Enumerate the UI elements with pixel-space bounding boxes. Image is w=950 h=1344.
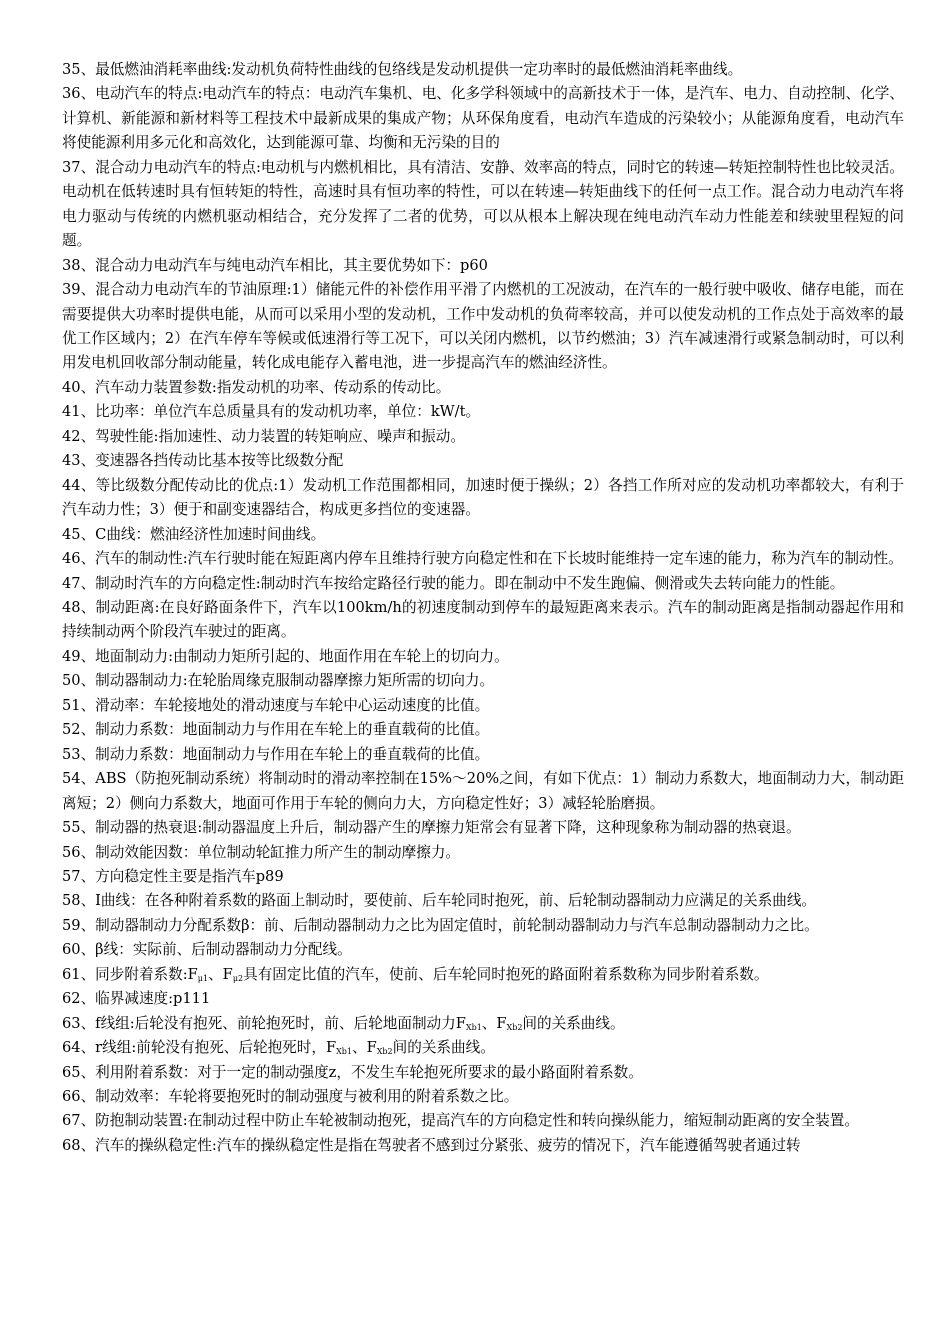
entry-49: 49、地面制动力:由制动力矩所引起的、地面作用在车轮上的切向力。 — [62, 647, 509, 665]
subscript-mu2: μ2 — [232, 973, 244, 983]
entry-39: 39、混合动力电动汽车的节油原理:1）储能元件的补偿作用平滑了内燃机的工况波动，在汽车的一般行驶中吸收、储存电能，而在需要提供大功率时提供电能，从而可以采用小型的发动机，工作中发动机的负荷率较高，并可以使发动机的工作点处于高效率的最优工作区域内；2）在汽车停车等候或低速滑行等工况下，可以关闭内燃机，以节约燃油；3）汽车减速滑行或紧急制动时，可以利用发电机回收部分制动能量，转化成电能存入蓄电池，进一步提高汽车的燃油经济性。 — [62, 281, 904, 372]
entry-48: 48、制动距离:在良好路面条件下，汽车以100km/h的初速度制动到停车的最短距离来表示。汽车的制动距离是指制动器起作用和持续制动两个阶段汽车驶过的距离。 — [62, 598, 904, 641]
entry-42: 42、驾驶性能:指加速性、动力装置的转矩响应、噪声和振动。 — [62, 427, 465, 445]
entry-45: 45、C曲线：燃油经济性加速时间曲线。 — [62, 525, 326, 543]
entry-63-text: 63、f线组:后轮没有抱死、前轮抱死时，前、后轮地面制动力F — [62, 1014, 466, 1032]
entry-57: 57、方向稳定性主要是指汽车p89 — [62, 867, 284, 885]
entry-59: 59、制动器制动力分配系数β：前、后制动器制动力之比为固定值时，前轮制动器制动力与汽车总制动器制动力之比。 — [62, 916, 819, 934]
entry-37: 37、混合动力电动汽车的特点:电动机与内燃机相比，具有清洁、安静、效率高的特点，同时它的转速—转矩控制特性也比较灵活。电动机在低转速时具有恒转矩的特性，高速时具有恒功率的特性，可以在转速—转矩曲线下的任何一点工作。混合动力电动汽车将电力驱动与传统的内燃机驱动相结合，充分发挥了二者的优势，可以从根本上解决现在纯电动汽车动力性能差和续驶里程短的问题。 — [62, 158, 904, 250]
document-page — [62, 58, 904, 1158]
entry-56: 56、制动效能因数：单位制动轮缸推力所产生的制动摩擦力。 — [62, 843, 461, 861]
entry-46: 46、汽车的制动性:汽车行驶时能在短距离内停车且维持行驶方向稳定性和在下长坡时能维持一定车速的能力，称为汽车的制动性。 — [62, 550, 903, 568]
subscript-mu1: μ1 — [197, 973, 209, 983]
subscript-xb1: Xb1 — [336, 1047, 352, 1057]
entry-58: 58、I曲线：在各种附着系数的路面上制动时，要使前、后车轮同时抱死，前、后轮制动器制动力应满足的关系曲线。 — [62, 892, 817, 910]
entry-60: 60、β线：实际前、后制动器制动力分配线。 — [62, 941, 352, 959]
entry-41: 41、比功率：单位汽车总质量具有的发动机功率，单位：kW/t。 — [62, 403, 481, 421]
entry-40: 40、汽车动力装置参数:指发动机的功率、传动系的传动比。 — [62, 378, 451, 396]
entry-47: 47、制动时汽车的方向稳定性:制动时汽车按给定路径行驶的能力。即在制动中不发生跑偏、侧滑或失去转向能力的性能。 — [62, 574, 845, 592]
subscript-xb2: Xb2 — [376, 1047, 393, 1057]
entry-51: 51、滑动率：车轮接地处的滑动速度与车轮中心运动速度的比值。 — [62, 696, 490, 714]
entry-63-text: 、F — [481, 1014, 507, 1032]
subscript-xb2: Xb2 — [506, 1022, 523, 1032]
entry-61-text: 61、同步附着系数:F — [62, 965, 198, 983]
entry-44: 44、等比级数分配传动比的优点:1）发动机工作范围都相同，加速时便于操纵；2）各挡工作所对应的发动机功率都较大，有利于汽车动力性；3）便于和副变速器结合，构成更多挡位的变速器。 — [62, 476, 904, 519]
entry-67: 67、防抱制动装置:在制动过程中防止车轮被制动抱死，提高汽车的方向稳定性和转向操纵能力，缩短制动距离的安全装置。 — [62, 1112, 859, 1130]
entry-68: 68、汽车的操纵稳定性:汽车的操纵稳定性是指在驾驶者不感到过分紧张、疲劳的情况下，汽车能遵循驾驶者通过转 — [62, 1136, 801, 1154]
entry-35: 35、最低燃油消耗率曲线:发动机负荷特性曲线的包络线是发动机提供一定功率时的最低燃油消耗率曲线。 — [62, 61, 743, 78]
entry-66: 66、制动效率：车轮将要抱死时的制动强度与被利用的附着系数之比。 — [62, 1088, 519, 1106]
entry-63-text: 间的关系曲线。 — [522, 1014, 625, 1032]
entry-36: 36、电动汽车的特点:电动汽车的特点：电动汽车集机、电、化多学科领域中的高新技术于一体，是汽车、电力、自动控制、化学、计算机、新能源和新材料等工程技术中最新成果的集成产物；从环保角度看，电动汽车造成的污染较小；从能源角度看，电动汽车将使能源利用多元化和高效化，达到能源可靠、均衡和无污染的目的 — [62, 85, 904, 152]
subscript-xb1: Xb1 — [465, 1022, 482, 1032]
entry-61-text: 、F — [208, 965, 233, 983]
entry-52: 52、制动力系数：地面制动力与作用在车轮上的垂直载荷的比值。 — [62, 721, 490, 739]
entry-62: 62、临界减速度:p111 — [62, 990, 211, 1008]
entry-54: 54、ABS（防抱死制动系统）将制动时的滑动率控制在15%～20%之间，有如下优点：1）制动力系数大，地面制动力大，制动距离短；2）侧向力系数大，地面可作用于车轮的侧向力大，方向稳定性好；3）减轻轮胎磨损。 — [62, 770, 904, 812]
entry-64-text: 间的关系曲线。 — [392, 1039, 495, 1057]
entry-38: 38、混合动力电动汽车与纯电动汽车相比，其主要优势如下：p60 — [62, 256, 488, 274]
entry-53: 53、制动力系数：地面制动力与作用在车轮上的垂直载荷的比值。 — [62, 745, 490, 763]
entry-61-text: 具有固定比值的汽车，使前、后车轮同时抱死的路面附着系数称为同步附着系数。 — [243, 965, 769, 983]
entry-63 — [62, 1012, 904, 1036]
entry-64 — [62, 1036, 904, 1060]
entry-61 — [62, 963, 904, 987]
entry-43: 43、变速器各挡传动比基本按等比级数分配 — [62, 452, 344, 470]
entry-64-text: 、F — [352, 1039, 377, 1057]
entry-65: 65、利用附着系数：对于一定的制动强度z，不发生车轮抱死所要求的最小路面附着系数。 — [62, 1063, 643, 1081]
entry-50: 50、制动器制动力:在轮胎周缘克服制动器摩擦力矩所需的切向力。 — [62, 672, 495, 690]
entry-55: 55、制动器的热衰退:制动器温度上升后，制动器产生的摩擦力矩常会有显著下降，这种现象称为制动器的热衰退。 — [62, 819, 801, 837]
entry-64-text: 64、r线组:前轮没有抱死、后轮抱死时，F — [62, 1039, 337, 1057]
